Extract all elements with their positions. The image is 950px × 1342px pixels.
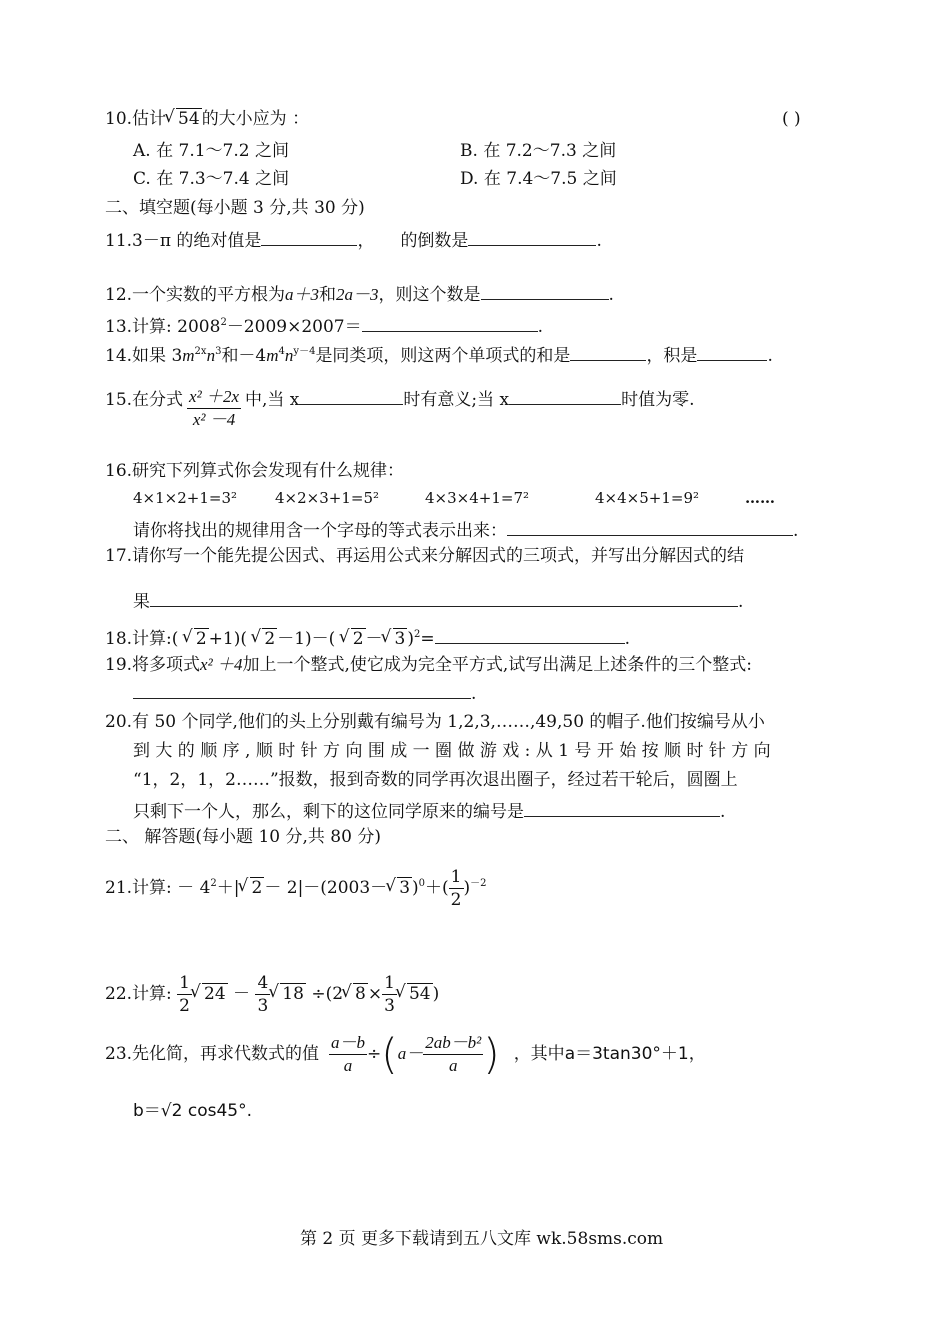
- page-footer: 第 2 页 更多下载请到五八文库 wk.58sms.com: [300, 1229, 664, 1249]
- q15-blank-1[interactable]: [299, 386, 403, 405]
- q10-number: 10.: [105, 109, 133, 129]
- q11-blank-2[interactable]: [468, 227, 596, 246]
- sqrt-54: √ 54: [397, 983, 433, 1005]
- q11-blank-1[interactable]: [261, 227, 357, 246]
- sqrt-2: √ 2: [240, 877, 265, 899]
- sqrt-54: √ 54: [166, 108, 202, 130]
- fraction-2ab-minus-b2-over-a: $\frac{\text{2ab－b²}}{a}$: [425, 1033, 482, 1075]
- q20-line-4: 只剩下一个人，那么，剩下的这位同学原来的编号是 .: [133, 798, 725, 823]
- q10-option-a: A. 在 7.1～7.2 之间: [133, 141, 289, 161]
- q15-fraction: $\frac{\text{x² ＋2x}}{\text{x² －4}}$: [189, 387, 239, 429]
- q14-blank-product[interactable]: [697, 342, 767, 361]
- q14-blank-sum[interactable]: [570, 342, 646, 361]
- q15-blank-2[interactable]: [509, 386, 621, 405]
- sqrt-18: √ 18: [270, 983, 306, 1005]
- q16-prompt: 请你将找出的规律用含一个字母的等式表示出来： .: [133, 517, 798, 542]
- q10-answer-bracket: ( ): [782, 109, 801, 129]
- q12-expr-1: a＋3: [285, 285, 320, 304]
- q23-b-value: b＝√2 cos45°.: [133, 1101, 252, 1121]
- q20-line-2: 到 大 的 顺 序 , 顺 时 针 方 向 围 成 一 圈 做 游 戏 : 从 1 号 开 始 按 顺 时 针 方 向: [133, 741, 771, 761]
- q17-line-2: 果 .: [133, 588, 743, 613]
- q16-ellipsis: ……: [745, 489, 775, 507]
- sqrt-2: √ 2: [252, 628, 277, 650]
- q16-item-3: 4×3×4+1=7²: [425, 489, 530, 507]
- sqrt-8: √ 8: [343, 983, 368, 1005]
- sqrt-3: √ 3: [387, 877, 412, 899]
- q13: 13.计算: $2008^2-2009\times 2007=$ .: [105, 313, 543, 338]
- q18-blank[interactable]: [435, 625, 625, 644]
- q16-item-2: 4×2×3+1=5²: [275, 489, 380, 507]
- sqrt-2: √ 2: [184, 628, 209, 650]
- sqrt-3: √ 3: [383, 628, 408, 650]
- q10-option-b: B. 在 7.2～7.3 之间: [460, 141, 617, 161]
- fraction-1-3: $\frac{1}{3}$: [384, 973, 395, 1016]
- q15: 15.在分式 $\frac{\text{x² ＋2x}}{\text{x² －4}}$ 中,当 x 时有意义;当 x 时值为零.: [105, 387, 695, 429]
- q16-item-4: 4×4×5+1=9²: [595, 489, 700, 507]
- q17-blank[interactable]: [150, 588, 738, 607]
- q10-text-2: 的大小应为 ：: [201, 109, 310, 129]
- q10-option-c: C. 在 7.3～7.4 之间: [133, 169, 290, 189]
- q10-option-d: D. 在 7.4～7.5 之间: [460, 169, 617, 189]
- q16-title: 16.研究下列算式你会发现有什么规律：: [105, 461, 405, 481]
- q16-blank[interactable]: [507, 517, 793, 536]
- q14: 14.如果 $3m^{2x}n^3$和$-4m^4n^{y-4}$是同类项，则这两个单项式的和是 ，积是 .: [105, 342, 773, 367]
- section-solve-heading: 二、 解答题(每小题 10 分,共 80 分): [105, 827, 381, 847]
- section-fill-in-heading: 二、填空题(每小题 3 分,共 30 分): [105, 198, 365, 218]
- q16-item-1: 4×1×2+1=3²: [133, 489, 238, 507]
- fraction-4-3: $\frac{4}{3}$: [257, 973, 269, 1016]
- q19-expr: x² ＋4: [200, 655, 243, 674]
- q20-line-3: “1，2，1，2……”报数，报到奇数的同学再次退出圈子，经过若干轮后，圆圈上: [133, 770, 738, 790]
- q18: 18.计算:( √ 2 +1)( √ 2 －1)－( √ 2 －√ 3 )$^2$= .: [105, 625, 630, 650]
- q19-blank[interactable]: [133, 680, 471, 699]
- sqrt-24: √ 24: [192, 983, 228, 1005]
- q23-a-value: a＝3tan30°＋1，: [564, 1044, 706, 1064]
- q12-blank[interactable]: [481, 281, 609, 300]
- fraction-1-2: $\frac{1}{2}$: [179, 973, 190, 1016]
- q20-blank[interactable]: [524, 798, 720, 817]
- q13-blank[interactable]: [362, 313, 538, 332]
- q20-line-1: 20.有 50 个同学,他们的头上分别戴有编号为 1,2,3,……,49,50 的帽子.他们按编号从小: [105, 712, 765, 732]
- q22: 22.计算: $\frac{1}{2}$ √ 24 － $\frac{4}{3}$ √ 18 ÷(2√ 8 × $\frac{1}{3}$ √ 54 ): [105, 972, 439, 1017]
- q10-stem: [105, 108, 309, 130]
- fraction-one-half: $\frac{1}{2}$: [450, 867, 462, 910]
- q10-text: 估计: [132, 109, 167, 129]
- q21: 21.计算: － $4^2+|√$ 2 － 2|－(2003－√ 3 )$^0$＋( $\frac{1}{2}$ )$^{-2}$: [105, 866, 487, 911]
- q11: 11.3－π 的绝对值是 ， 的倒数是 .: [105, 227, 602, 252]
- q12-expr-2: 2a－3: [336, 285, 379, 304]
- q19-answer-line: .: [133, 680, 476, 705]
- sqrt-2: √ 2: [341, 628, 366, 650]
- fraction-a-minus-b-over-a: $\frac{a-b}{a}$: [331, 1033, 366, 1075]
- q12: 12.一个实数的平方根为a＋3和2a－3，则这个数是 .: [105, 281, 614, 306]
- q19: 19.将多项式x² ＋4加上一个整式,使它成为完全平方式,试写出满足上述条件的三个整式:: [105, 655, 752, 675]
- q23: 23.先化简，再求代数式的值 $\frac{a-b}{a}$ ÷(a－ $\frac{\text{2ab－b²}}{a}$ ) ，其中a＝3tan30°＋1，: [105, 1029, 706, 1079]
- q17-line-1: 17.请你写一个能先提公因式、再运用公式来分解因式的三项式，并写出分解因式的结: [105, 546, 745, 566]
